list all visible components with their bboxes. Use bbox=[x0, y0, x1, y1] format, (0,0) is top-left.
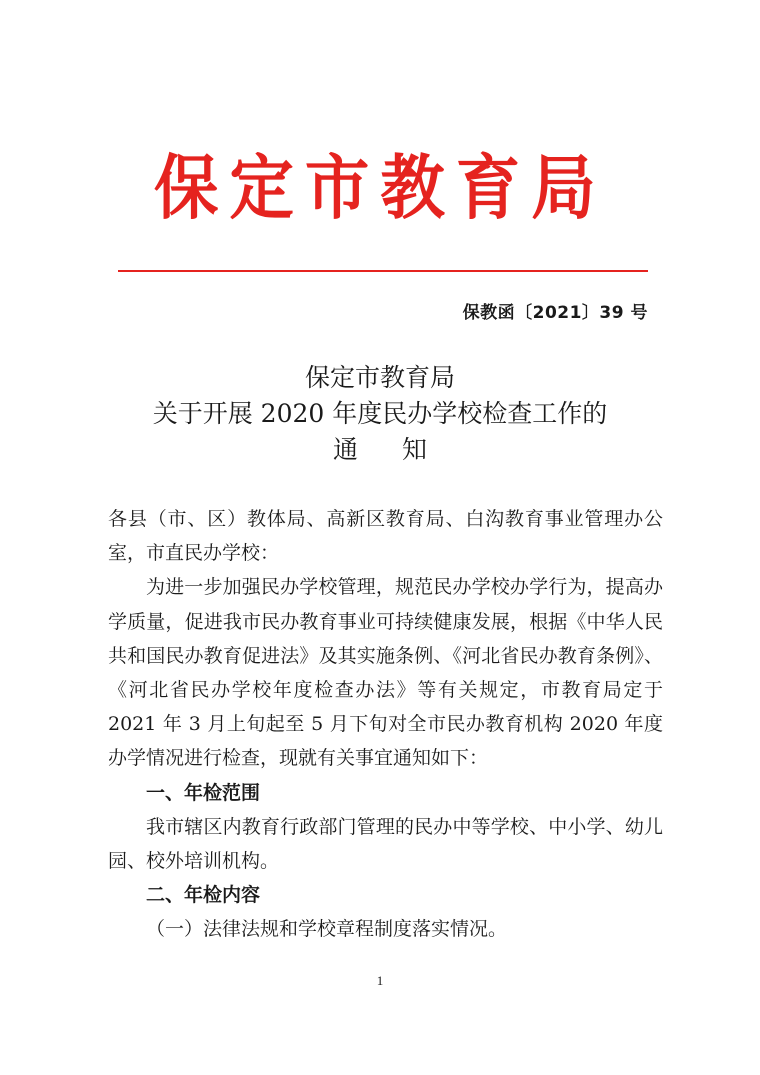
document-title bbox=[0, 360, 760, 468]
document-body bbox=[108, 502, 663, 947]
section-text-content: （一）法律法规和学校章程制度落实情况。 bbox=[146, 918, 508, 941]
section-text-scope: 我市辖区内教育行政部门管理的民办中等学校、中小学、幼儿园、校外培训机构。 bbox=[108, 815, 663, 873]
page-number: 1 bbox=[376, 973, 384, 988]
issuing-authority-masthead: 保定市教育局 bbox=[154, 146, 607, 229]
red-separator-line bbox=[118, 270, 648, 272]
section-heading-content: 二、年检内容 bbox=[146, 884, 261, 907]
title-line-2: 关于开展 2020 年度民办学校检查工作的 bbox=[152, 399, 608, 428]
title-line-3: 通知 bbox=[332, 435, 471, 464]
document-number: 保教函〔2021〕39 号 bbox=[462, 303, 648, 323]
recipients-line: 各县（市、区）教体局、高新区教育局、白沟教育事业管理办公室，市直民办学校： bbox=[108, 508, 663, 565]
section-heading-scope: 一、年检范围 bbox=[146, 781, 261, 804]
intro-paragraph: 为进一步加强民办学校管理，规范民办学校办学行为，提高办学质量，促进我市民办教育事业可持续健康发展，根据《中华人民共和国民办教育促进法》及其实施条例、《河北省民办教育条例》、《河北省民办学校年度检查办法》等有关规定，市教育局定于 2021 年 3 月上旬起至 5 月下旬对全市民办教育机构 2020 年度办学情况进行检查，现就有关事宜通知如下： bbox=[108, 576, 663, 770]
title-line-1: 保定市教育局 bbox=[304, 363, 455, 392]
